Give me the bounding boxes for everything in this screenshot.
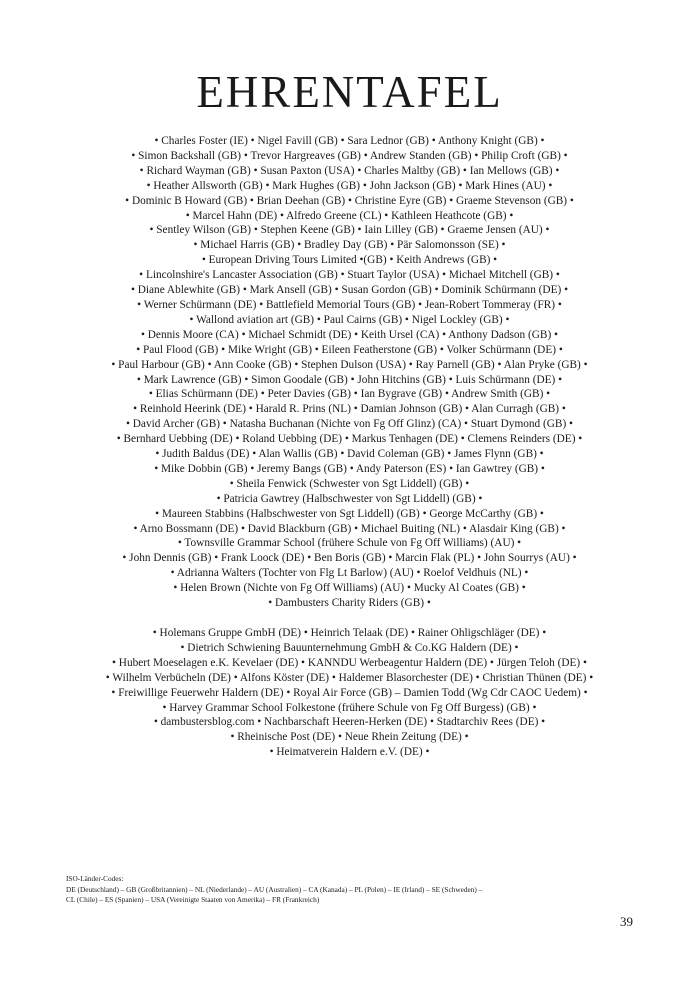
- honor-list-line: • Holemans Gruppe GmbH (DE) • Heinrich Telaak (DE) • Rainer Ohligschläger (DE) •: [152, 627, 547, 639]
- honor-list-line: • Townsville Grammar School (frühere Schule von Fg Off Williams) (AU) •: [177, 537, 522, 550]
- honor-list-line: • Wallond aviation art (GB) • Paul Cairns (GB) • Nigel Lockley (GB) •: [189, 313, 510, 326]
- honor-list-organizations: [20, 626, 679, 760]
- honor-list-line: • Charles Foster (IE) • Nigel Favill (GB) • Sara Lednor (GB) • Anthony Knight (GB) •: [154, 135, 545, 147]
- honor-list-line: • Diane Ablewhite (GB) • Mark Ansell (GB) • Susan Gordon (GB) • Dominik Schürmann (DE) •: [130, 284, 569, 297]
- honor-list-line: • Richard Wayman (GB) • Susan Paxton (USA) • Charles Maltby (GB) • Ian Mellows (GB) •: [139, 164, 560, 177]
- honor-list-line: • Dambusters Charity Riders (GB) •: [268, 597, 431, 610]
- honor-list-line: • Heimatverein Haldern e.V. (DE) •: [269, 746, 430, 759]
- honor-list-line: • Adrianna Walters (Tochter von Flg Lt Barlow) (AU) • Roelof Veldhuis (NL) •: [170, 567, 529, 580]
- honor-list-line: • Wilhelm Verbücheln (DE) • Alfons Köster (DE) • Haldemer Blasorchester (DE) • Christian Thünen (DE) •: [105, 671, 594, 684]
- footnote-line: CL (Chile) – ES (Spanien) – USA (Vereinigte Staaten von Amerika) – FR (Frankreich): [66, 895, 320, 904]
- honor-list-line: • Maureen Stabbins (Halbschwester von Sgt Liddell) (GB) • George McCarthy (GB) •: [155, 507, 544, 520]
- honor-list-line: • Helen Brown (Nichte von Fg Off Williams) (AU) • Mucky Al Coates (GB) •: [173, 582, 526, 595]
- honor-list-persons: [20, 134, 679, 611]
- footnote-line: DE (Deutschland) – GB (Großbritannien) – NL (Niederlande) – AU (Australien) – CA (Kanada) – PL (Polen) – IE (Irland) – SE (Schweden) –: [66, 884, 483, 894]
- honor-list-line: • Paul Flood (GB) • Mike Wright (GB) • Eileen Featherstone (GB) • Volker Schürmann (DE) •: [136, 343, 563, 356]
- honor-list-line: • Dietrich Schwiening Bauunternehmung GmbH & Co.KG Haldern (DE) •: [180, 641, 519, 654]
- honor-list-line: • Bernhard Uebbing (DE) • Roland Uebbing (DE) • Markus Tenhagen (DE) • Clemens Reinders (DE) •: [116, 433, 583, 446]
- honor-list-line: • Dominic B Howard (GB) • Brian Deehan (GB) • Christine Eyre (GB) • Graeme Stevenson (GB) •: [125, 194, 574, 207]
- honor-list-line: • Freiwillige Feuerwehr Haldern (DE) • Royal Air Force (GB) – Damien Todd (Wg Cdr CAOC Uedem) •: [111, 686, 588, 699]
- honor-list-line: • Lincolnshire's Lancaster Association (GB) • Stuart Taylor (USA) • Michael Mitchell (GB) •: [139, 269, 560, 282]
- honor-list-line: • Heather Allsworth (GB) • Mark Hughes (GB) • John Jackson (GB) • Mark Hines (AU) •: [146, 179, 553, 192]
- honor-list-line: • dambustersblog.com • Nachbarschaft Heeren-Herken (DE) • Stadtarchiv Rees (DE) •: [153, 716, 546, 729]
- honor-list-line: • David Archer (GB) • Natasha Buchanan (Nichte von Fg Off Glinz) (CA) • Stuart Dymond (GB) •: [126, 418, 573, 431]
- honor-list-line: • Patricia Gawtrey (Halbschwester von Sgt Liddell) (GB) •: [216, 492, 483, 505]
- footnote: [66, 874, 626, 906]
- honor-list-line: • Dennis Moore (CA) • Michael Schmidt (DE) • Keith Ursel (CA) • Anthony Dadson (GB) •: [141, 328, 558, 341]
- honor-list-line: • Reinhold Heerink (DE) • Harald R. Prins (NL) • Damian Johnson (GB) • Alan Curragh (GB) •: [133, 403, 566, 416]
- honor-list-line: • Elias Schürmann (DE) • Peter Davies (GB) • Ian Bygrave (GB) • Andrew Smith (GB) •: [148, 388, 551, 401]
- honor-list-line: • Marcel Hahn (DE) • Alfredo Greene (CL) • Kathleen Heathcote (GB) •: [185, 209, 514, 222]
- honor-list-line: • Werner Schürmann (DE) • Battlefield Memorial Tours (GB) • Jean-Robert Tommeray (FR) •: [137, 298, 562, 311]
- page-number: 39: [620, 914, 633, 929]
- honor-list-line: • Sentley Wilson (GB) • Stephen Keene (GB) • Iain Lilley (GB) • Graeme Jensen (AU) •: [149, 224, 550, 237]
- honor-list-line: • Hubert Moeselagen e.K. Kevelaer (DE) • KANNDU Werbeagentur Haldern (DE) • Jürgen Teloh (DE) •: [112, 656, 587, 669]
- honor-list-line: • Sheila Fenwick (Schwester von Sgt Liddell) (GB) •: [229, 477, 470, 490]
- honor-list-line: • Mike Dobbin (GB) • Jeremy Bangs (GB) • Andy Paterson (ES) • Ian Gawtrey (GB) •: [154, 462, 545, 475]
- honor-list-line: • Simon Backshall (GB) • Trevor Hargreaves (GB) • Andrew Standen (GB) • Philip Croft (GB) •: [131, 149, 568, 162]
- honor-list-line: • Arno Bossmann (DE) • David Blackburn (GB) • Michael Buiting (NL) • Alasdair King (GB) •: [133, 522, 566, 535]
- honor-list-line: • Michael Harris (GB) • Bradley Day (GB) • Pär Salomonsson (SE) •: [193, 239, 506, 252]
- honor-list-line: • European Driving Tours Limited •(GB) • Keith Andrews (GB) •: [201, 254, 498, 267]
- footnote-heading: ISO-Länder-Codes:: [66, 874, 124, 883]
- honor-list-line: • Judith Baldus (DE) • Alan Wallis (GB) • David Coleman (GB) • James Flynn (GB) •: [155, 448, 544, 461]
- honor-list-line: • John Dennis (GB) • Frank Loock (DE) • Ben Boris (GB) • Marcin Flak (PL) • John Sourrys (AU) •: [122, 552, 577, 565]
- honor-list-line: • Harvey Grammar School Folkestone (frühere Schule von Fg Off Burgess) (GB) •: [162, 701, 537, 714]
- honor-list-line: • Rheinische Post (DE) • Neue Rhein Zeitung (DE) •: [230, 731, 469, 744]
- honor-list-line: • Paul Harbour (GB) • Ann Cooke (GB) • Stephen Dulson (USA) • Ray Parnell (GB) • Alan Pryke (GB) •: [111, 358, 588, 371]
- page-title: EHRENTAFEL: [196, 67, 503, 117]
- honor-list-line: • Mark Lawrence (GB) • Simon Goodale (GB) • John Hitchins (GB) • Luis Schürmann (DE) •: [136, 373, 563, 386]
